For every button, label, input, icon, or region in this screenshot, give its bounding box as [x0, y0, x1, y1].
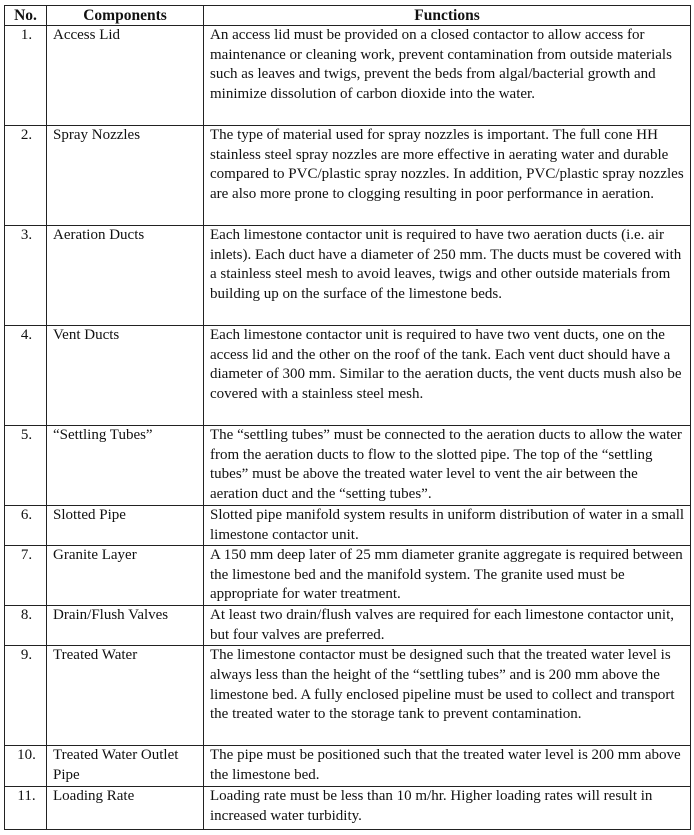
row-number: 9. — [5, 646, 47, 746]
table-row — [5, 787, 691, 830]
component-name: Treated Water Outlet Pipe — [47, 746, 204, 787]
component-function: At least two drain/flush valves are required for each limestone contactor unit, but four valves are preferred. — [204, 606, 691, 646]
component-name: Spray Nozzles — [47, 126, 204, 226]
table-row — [5, 326, 691, 426]
component-function: Each limestone contactor unit is required to have two vent ducts, one on the access lid and the other on the roof of the tank. Each vent duct should have a diameter of 300 mm. Similar to the aeration ducts, the vent ducts mush also be covered with a stainless steel mesh. — [204, 326, 691, 426]
row-number: 11. — [5, 787, 47, 830]
component-name: Aeration Ducts — [47, 226, 204, 326]
component-function: A 150 mm deep later of 25 mm diameter granite aggregate is required between the limestone bed and the manifold system. The granite used must be appropriate for water treatment. — [204, 546, 691, 606]
table-row — [5, 426, 691, 506]
table-row — [5, 746, 691, 787]
header-functions: Functions — [204, 6, 691, 26]
component-function: Loading rate must be less than 10 m/hr. Higher loading rates will result in increased water turbidity. — [204, 787, 691, 830]
row-number: 2. — [5, 126, 47, 226]
component-function: An access lid must be provided on a closed contactor to allow access for maintenance or cleaning work, prevent contamination from outside materials such as leaves and twigs, prevent the beds from algal/bacterial growth and minimize dissolution of carbon dioxide into the water. — [204, 26, 691, 126]
row-number: 4. — [5, 326, 47, 426]
table-row — [5, 646, 691, 746]
row-number: 5. — [5, 426, 47, 506]
component-name: “Settling Tubes” — [47, 426, 204, 506]
component-name: Drain/Flush Valves — [47, 606, 204, 646]
component-function: The pipe must be positioned such that the treated water level is 200 mm above the limestone bed. — [204, 746, 691, 787]
header-row — [5, 6, 691, 26]
table-row — [5, 126, 691, 226]
header-components: Components — [47, 6, 204, 26]
row-number: 1. — [5, 26, 47, 126]
row-number: 7. — [5, 546, 47, 606]
components-table — [4, 5, 691, 830]
row-number: 10. — [5, 746, 47, 787]
component-name: Loading Rate — [47, 787, 204, 830]
table-row — [5, 546, 691, 606]
component-name: Slotted Pipe — [47, 506, 204, 546]
component-name: Vent Ducts — [47, 326, 204, 426]
header-no: No. — [5, 6, 47, 26]
table-row — [5, 506, 691, 546]
component-name: Access Lid — [47, 26, 204, 126]
component-function: The limestone contactor must be designed such that the treated water level is always less than the height of the “settling tubes” and is 200 mm above the limestone bed. A fully enclosed pipeline must be used to collect and transport the treated water to the storage tank to prevent contamination. — [204, 646, 691, 746]
table-row — [5, 606, 691, 646]
row-number: 6. — [5, 506, 47, 546]
component-function: The type of material used for spray nozzles is important. The full cone HH stainless steel spray nozzles are more effective in aerating water and durable compared to PVC/plastic spray nozzles. In addition, PVC/plastic spray nozzles are also more prone to clogging resulting in poor performance in aeration. — [204, 126, 691, 226]
component-function: Slotted pipe manifold system results in uniform distribution of water in a small limestone contactor unit. — [204, 506, 691, 546]
component-name: Treated Water — [47, 646, 204, 746]
component-function: The “settling tubes” must be connected to the aeration ducts to allow the water from the aeration ducts to flow to the slotted pipe. The top of the “settling tubes” must be above the treated water level to vent the air between the aeration duct and the “setting tubes”. — [204, 426, 691, 506]
row-number: 3. — [5, 226, 47, 326]
row-number: 8. — [5, 606, 47, 646]
table-row — [5, 26, 691, 126]
table-row — [5, 226, 691, 326]
component-name: Granite Layer — [47, 546, 204, 606]
component-function: Each limestone contactor unit is required to have two aeration ducts (i.e. air inlets). Each duct have a diameter of 250 mm. The ducts must be covered with a stainless steel mesh to avoid leaves, twigs and other outside materials from building up on the surface of the limestone beds. — [204, 226, 691, 326]
